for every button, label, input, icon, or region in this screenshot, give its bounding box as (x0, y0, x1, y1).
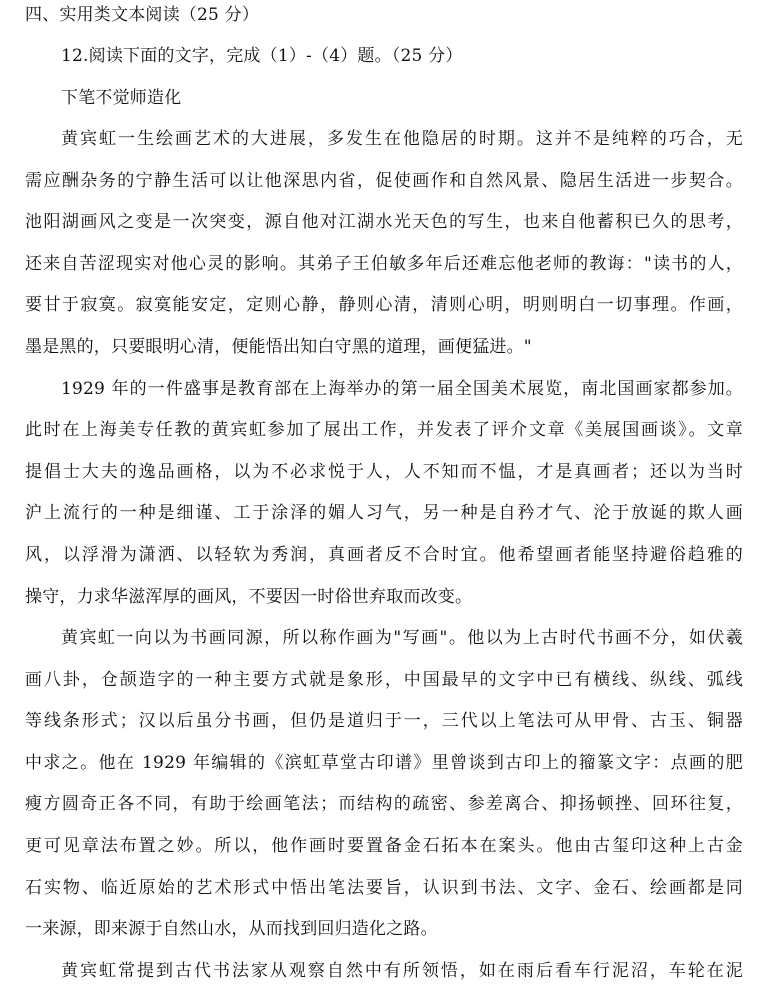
paragraph-3-line-8: 一来源，即来源于自然山水，从而找到回归造化之路。 (25, 919, 438, 939)
section-heading: 四、实用类文本阅读（25 分） (25, 5, 260, 25)
paragraph-2-line-3: 提倡士大夫的逸品画格，以为不必求悦于人，人不知而不愠，才是真画者；还以为当时 (25, 462, 743, 482)
article-title: 下笔不觉师造化 (61, 88, 182, 108)
paragraph-2-line-2: 此时在上海美专任教的黄宾虹参加了展出工作，并发表了评介文章《美展国画谈》。文章 (25, 420, 743, 440)
paragraph-1-line-4: 还来自苦涩现实对他心灵的影响。其弟子王伯敏多年后还难忘他老师的教诲："读书的人， (25, 254, 743, 274)
paragraph-2-line-6: 操守，力求华滋浑厚的画风，不要因一时俗世弃取而改变。 (25, 587, 473, 607)
question-prompt: 12.阅读下面的文字，完成（1）-（4）题。（25 分） (61, 46, 463, 66)
paragraph-1-line-6: 墨是黑的，只要眼明心清，便能悟出知白守黑的道理，画便猛进。" (25, 337, 532, 357)
paragraph-1-line-2: 需应酬杂务的宁静生活可以让他深思内省，促使画作和自然风景、隐居生活进一步契合。 (25, 171, 743, 191)
paragraph-3-line-4: 中求之。他在 1929 年编辑的《滨虹草堂古印谱》里曾谈到古印上的籀篆文字：点画的肥 (25, 753, 743, 773)
paragraph-3-line-3: 等线条形式；汉以后虽分书画，但仍是道归于一，三代以上笔法可从甲骨、古玉、铜器 (25, 711, 743, 731)
paragraph-3-line-2: 画八卦，仓颉造字的一种主要方式就是象形，中国最早的文字中已有横线、纵线、弧线 (25, 670, 743, 690)
paragraph-4-line-1: 黄宾虹常提到古代书法家从观察自然中有所领悟，如在雨后看车行泥沼，车轮在泥 (61, 961, 743, 981)
paragraph-3-line-5: 瘦方圆奇正各不同，有助于绘画笔法；而结构的疏密、参差离合、抑扬顿挫、回环往复， (25, 794, 743, 814)
paragraph-1-line-1: 黄宾虹一生绘画艺术的大进展，多发生在他隐居的时期。这并不是纯粹的巧合，无 (61, 129, 743, 149)
paragraph-2-line-1: 1929 年的一件盛事是教育部在上海举办的第一届全国美术展览，南北国画家都参加。 (61, 379, 743, 399)
paragraph-2-line-5: 风，以浮滑为潇洒、以轻软为秀润，真画者反不合时宜。他希望画者能坚持避俗趋雅的 (25, 545, 743, 565)
paragraph-3-line-7: 石实物、临近原始的艺术形式中悟出笔法要旨，认识到书法、文字、金石、绘画都是同 (25, 878, 743, 898)
paragraph-3-line-6: 更可见章法布置之妙。所以，他作画时要置备金石拓本在案头。他由古玺印这种上古金 (25, 836, 743, 856)
paragraph-3-line-1: 黄宾虹一向以为书画同源，所以称作画为"写画"。他以为上古时代书画不分，如伏羲 (61, 628, 743, 648)
paragraph-2-line-4: 沪上流行的一种是细谨、工于涂泽的媚人习气，另一种是自矜才气、沦于放诞的欺人画 (25, 503, 743, 523)
paragraph-1-line-5: 要甘于寂寞。寂寞能安定，定则心静，静则心清，清则心明，明则明白一切事理。作画， (25, 295, 743, 315)
paragraph-1-line-3: 池阳湖画风之变是一次突变，源自他对江湖水光天色的写生，也来自他蓄积已久的思考， (25, 212, 743, 232)
